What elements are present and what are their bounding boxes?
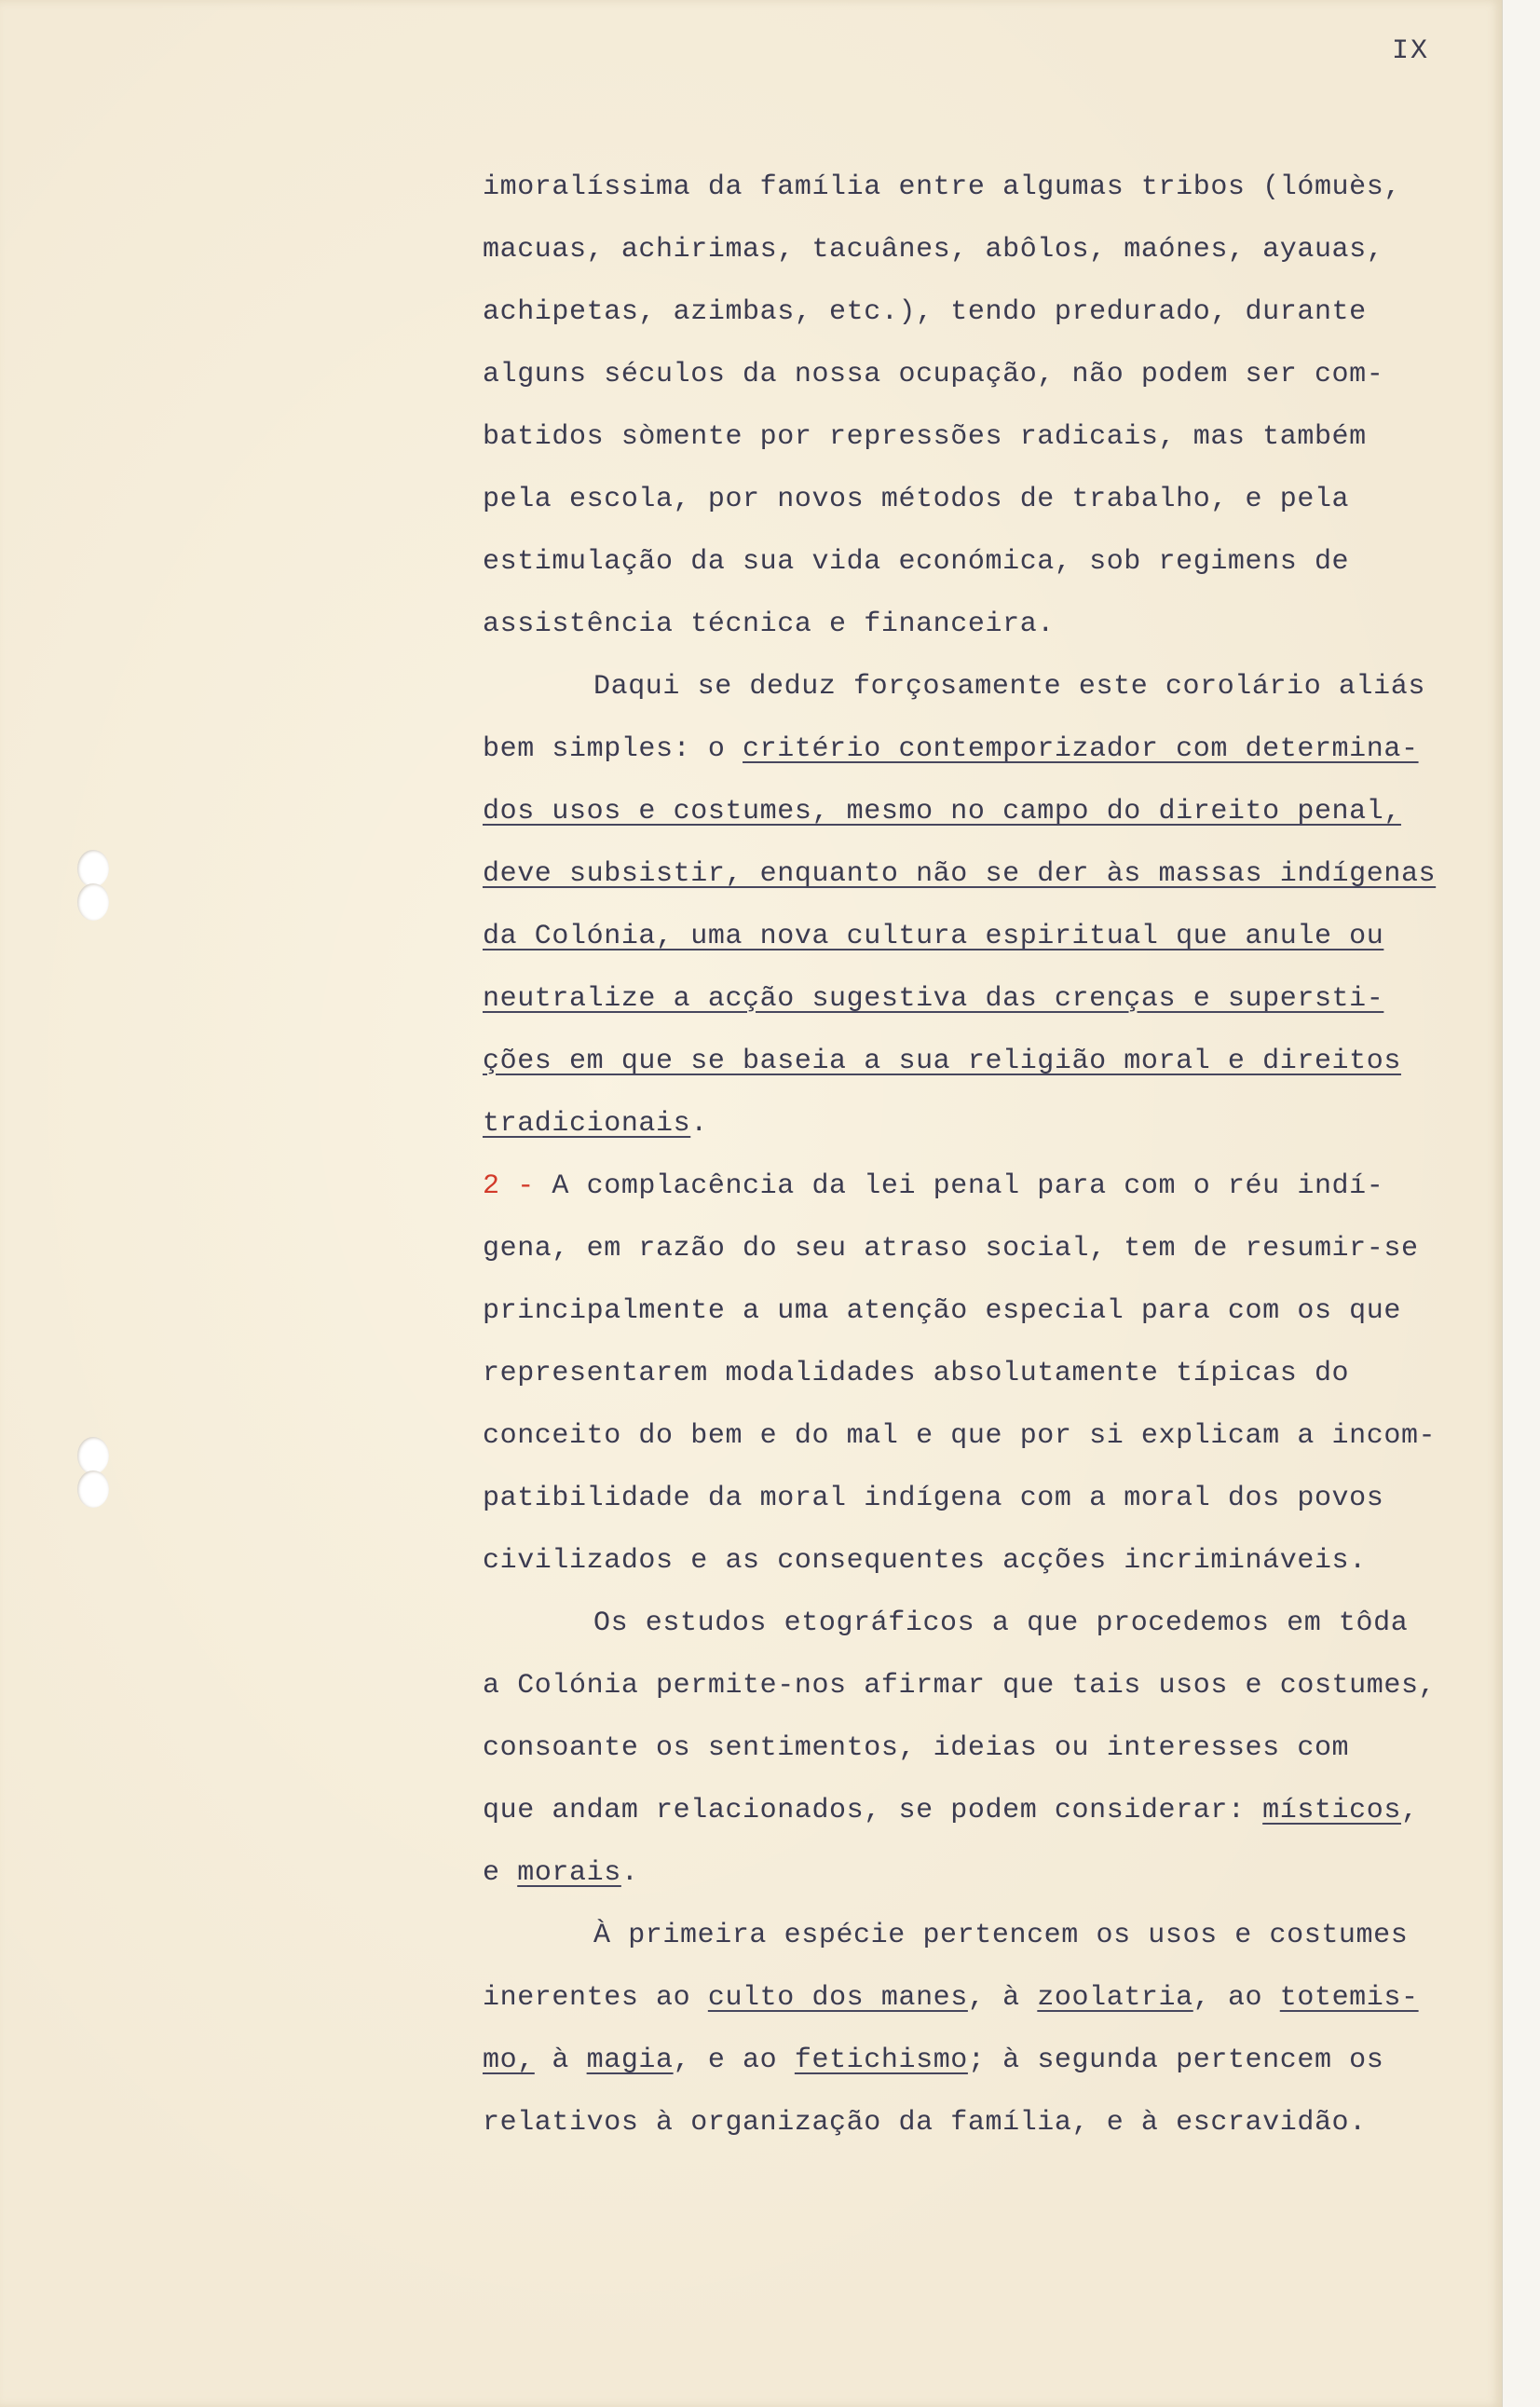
text-segment: ; à segunda pertencem os <box>967 2045 1384 2076</box>
item-number: 2 - <box>483 1170 535 1202</box>
text-line <box>483 1842 1507 1905</box>
text-line: imoralíssima da família entre algumas tribos (lómuès, <box>483 171 1401 203</box>
text-line <box>483 843 1507 906</box>
underlined-text: totemis- <box>1279 1982 1419 2014</box>
text-segment: inerentes ao <box>483 1982 708 2014</box>
underlined-text: deve subsistir, enquanto não se der às massas indígenas <box>483 858 1437 890</box>
underlined-text: culto dos manes <box>707 1982 968 2014</box>
underlined-text: magia <box>586 2045 674 2076</box>
text-line: pela escola, por novos métodos de trabalho, e pela <box>483 484 1350 515</box>
punch-hole-top-1 <box>77 850 109 887</box>
text-line: achipetas, azimbas, etc.), tendo predurado, durante <box>483 296 1367 328</box>
underlined-text: místicos <box>1262 1795 1401 1826</box>
text-segment: , e ao <box>673 2045 795 2076</box>
text-segment: , ao <box>1192 1982 1280 2014</box>
text-line: principalmente a uma atenção especial para com os que <box>483 1295 1401 1327</box>
text-line: batidos sòmente por repressões radicais, mas também <box>483 421 1367 453</box>
text-line: conceito do bem e do mal e que por si explicam a incom- <box>483 1420 1437 1452</box>
underlined-text: mo, <box>483 2045 535 2076</box>
text-segment: à <box>534 2045 587 2076</box>
text-segment: . <box>690 1108 708 1140</box>
text-line: Daqui se deduz forçosamente este corolário aliás <box>593 671 1425 703</box>
text-line <box>483 968 1507 1031</box>
text-line: alguns séculos da nossa ocupação, não podem ser com- <box>483 359 1384 390</box>
text-line: patibilidade da moral indígena com a moral dos povos <box>483 1483 1384 1514</box>
text-line <box>483 2030 1507 2092</box>
text-line: civilizados e as consequentes acções incrimináveis. <box>483 1545 1367 1577</box>
text-line <box>483 781 1507 843</box>
page-number: IX <box>1392 35 1430 67</box>
text-segment: bem simples: o <box>483 733 743 765</box>
text-line: gena, em razão do seu atraso social, tem de resumir-se <box>483 1233 1419 1265</box>
text-segment: e <box>483 1857 518 1889</box>
text-line: À primeira espécie pertencem os usos e costumes <box>593 1920 1409 1951</box>
text-line <box>483 1967 1507 2030</box>
underlined-text: ções em que se baseia a sua religião moral e direitos <box>483 1046 1401 1077</box>
underlined-text: zoolatria <box>1037 1982 1193 2014</box>
text-line <box>483 1031 1507 1093</box>
underlined-text: tradicionais <box>483 1108 691 1140</box>
text-segment: , <box>1400 1795 1419 1826</box>
underlined-text: da Colónia, uma nova cultura espiritual que anule ou <box>483 921 1384 952</box>
text-segment: A complacência da lei penal para com o réu indí- <box>534 1170 1384 1202</box>
underlined-text: critério contemporizador com determina- <box>743 733 1419 765</box>
text-line: consoante os sentimentos, ideias ou interesses com <box>483 1732 1350 1764</box>
text-line <box>483 1156 1507 1218</box>
text-line: relativos à organização da família, e à escravidão. <box>483 2107 1367 2139</box>
typed-text-body <box>483 157 1507 2154</box>
text-line <box>483 1780 1507 1842</box>
text-line: macuas, achirimas, tacuânes, abôlos, maónes, ayauas, <box>483 234 1384 266</box>
text-segment: , à <box>967 1982 1038 2014</box>
text-line: Os estudos etográficos a que procedemos em tôda <box>593 1607 1409 1639</box>
text-line <box>483 906 1507 968</box>
underlined-text: fetichismo <box>794 2045 968 2076</box>
punch-hole-bottom-1 <box>77 1437 109 1474</box>
underlined-text: dos usos e costumes, mesmo no campo do direito penal, <box>483 796 1401 827</box>
punch-hole-bottom-2 <box>77 1470 109 1508</box>
underlined-text: neutralize a acção sugestiva das crenças e supersti- <box>483 983 1384 1015</box>
text-segment: . <box>620 1857 639 1889</box>
punch-hole-top-2 <box>77 883 109 921</box>
text-line: a Colónia permite-nos afirmar que tais usos e costumes, <box>483 1670 1437 1702</box>
text-line: representarem modalidades absolutamente típicas do <box>483 1358 1350 1389</box>
text-line <box>483 1093 1507 1156</box>
text-line <box>483 718 1507 781</box>
text-line: estimulação da sua vida económica, sob regimens de <box>483 546 1350 578</box>
scan-background-strip <box>1502 0 1540 2407</box>
text-line: assistência técnica e financeira. <box>483 609 1055 640</box>
underlined-text: morais <box>517 1857 621 1889</box>
text-segment: que andam relacionados, se podem considerar: <box>483 1795 1263 1826</box>
